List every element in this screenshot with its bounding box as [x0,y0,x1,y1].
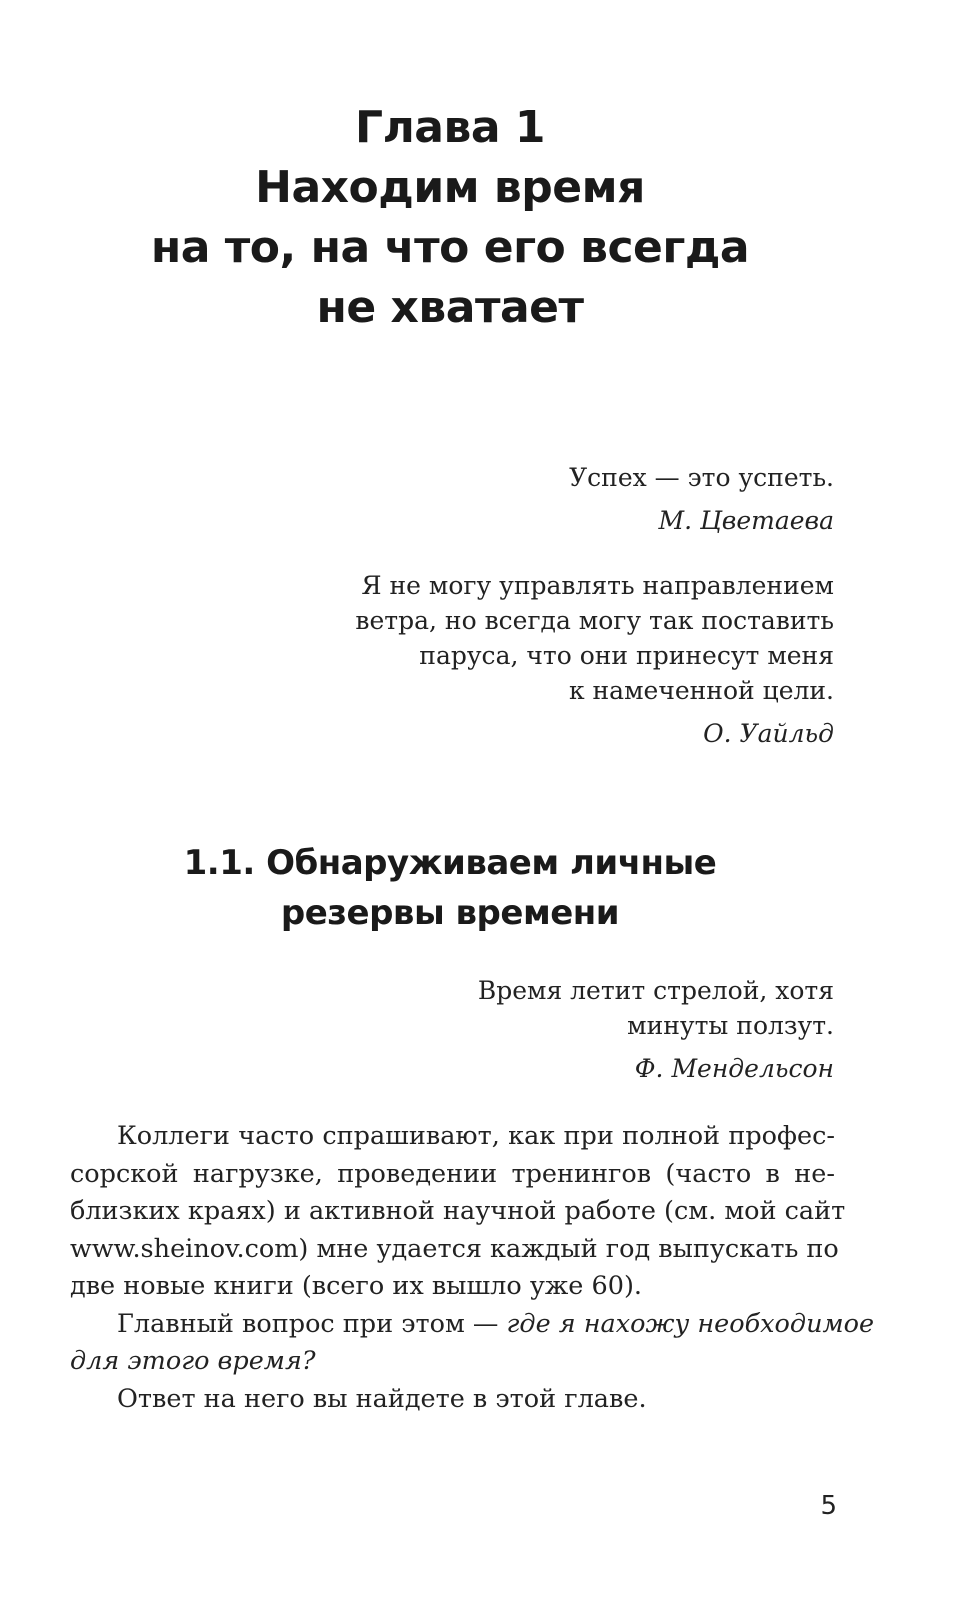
epigraph-line: ветра, но всегда могу так поставить [355,606,834,635]
paragraph-line: Коллеги часто спрашивают, как при полной профес- [117,1121,835,1151]
section-title-line: резервы времени [280,893,620,933]
epigraph-author: М. Цветаева [658,506,834,535]
section-title [0,838,900,938]
emphasis-text: где я нахожу необходимое [506,1308,875,1339]
paragraph-line: сорской нагрузке, проведении тренингов (часто в не- [70,1158,835,1189]
chapter-title [0,98,900,338]
epigraph-line: паруса, что они принесут меня [419,641,834,670]
epigraph-line: Я не могу управлять направлением [361,571,834,600]
epigraph-author: Ф. Мендельсон [634,1054,834,1083]
paragraph-text: Главный вопрос при этом — [117,1308,507,1339]
epigraph-tsvetaeva [569,460,834,538]
epigraph-line: Успех — это успеть. [569,463,834,492]
paragraph-line: Ответ на него вы найдете в этой главе. [117,1383,647,1414]
epigraph-wilde [355,568,834,751]
chapter-title-line: Глава 1 [355,102,545,153]
epigraph-mendelssohn [478,973,834,1086]
chapter-title-line: Находим время [255,162,645,213]
epigraph-line: к намеченной цели. [568,676,834,705]
epigraph-author: О. Уайльд [703,719,834,748]
paragraph-line [70,1306,875,1344]
paragraph-line: две новые книги (всего их вышло уже 60). [70,1271,642,1301]
chapter-title-line: не хватает [316,282,584,333]
page-number: 5 [820,1491,837,1521]
emphasis-text: для этого время? [70,1346,316,1376]
section-title-line: 1.1. Обнаруживаем личные [183,843,717,883]
body-text [70,1118,875,1418]
paragraph-line: близких краях) и активной научной работе (см. мой сайт [70,1196,846,1226]
paragraph-line [70,1343,835,1381]
chapter-title-line: на то, на что его всегда [150,222,750,273]
epigraph-line: Время летит стрелой, хотя [477,976,834,1005]
paragraph-line: www.sheinov.com) мне удается каждый год выпускать по [70,1233,839,1264]
epigraph-line: минуты ползут. [627,1011,834,1040]
